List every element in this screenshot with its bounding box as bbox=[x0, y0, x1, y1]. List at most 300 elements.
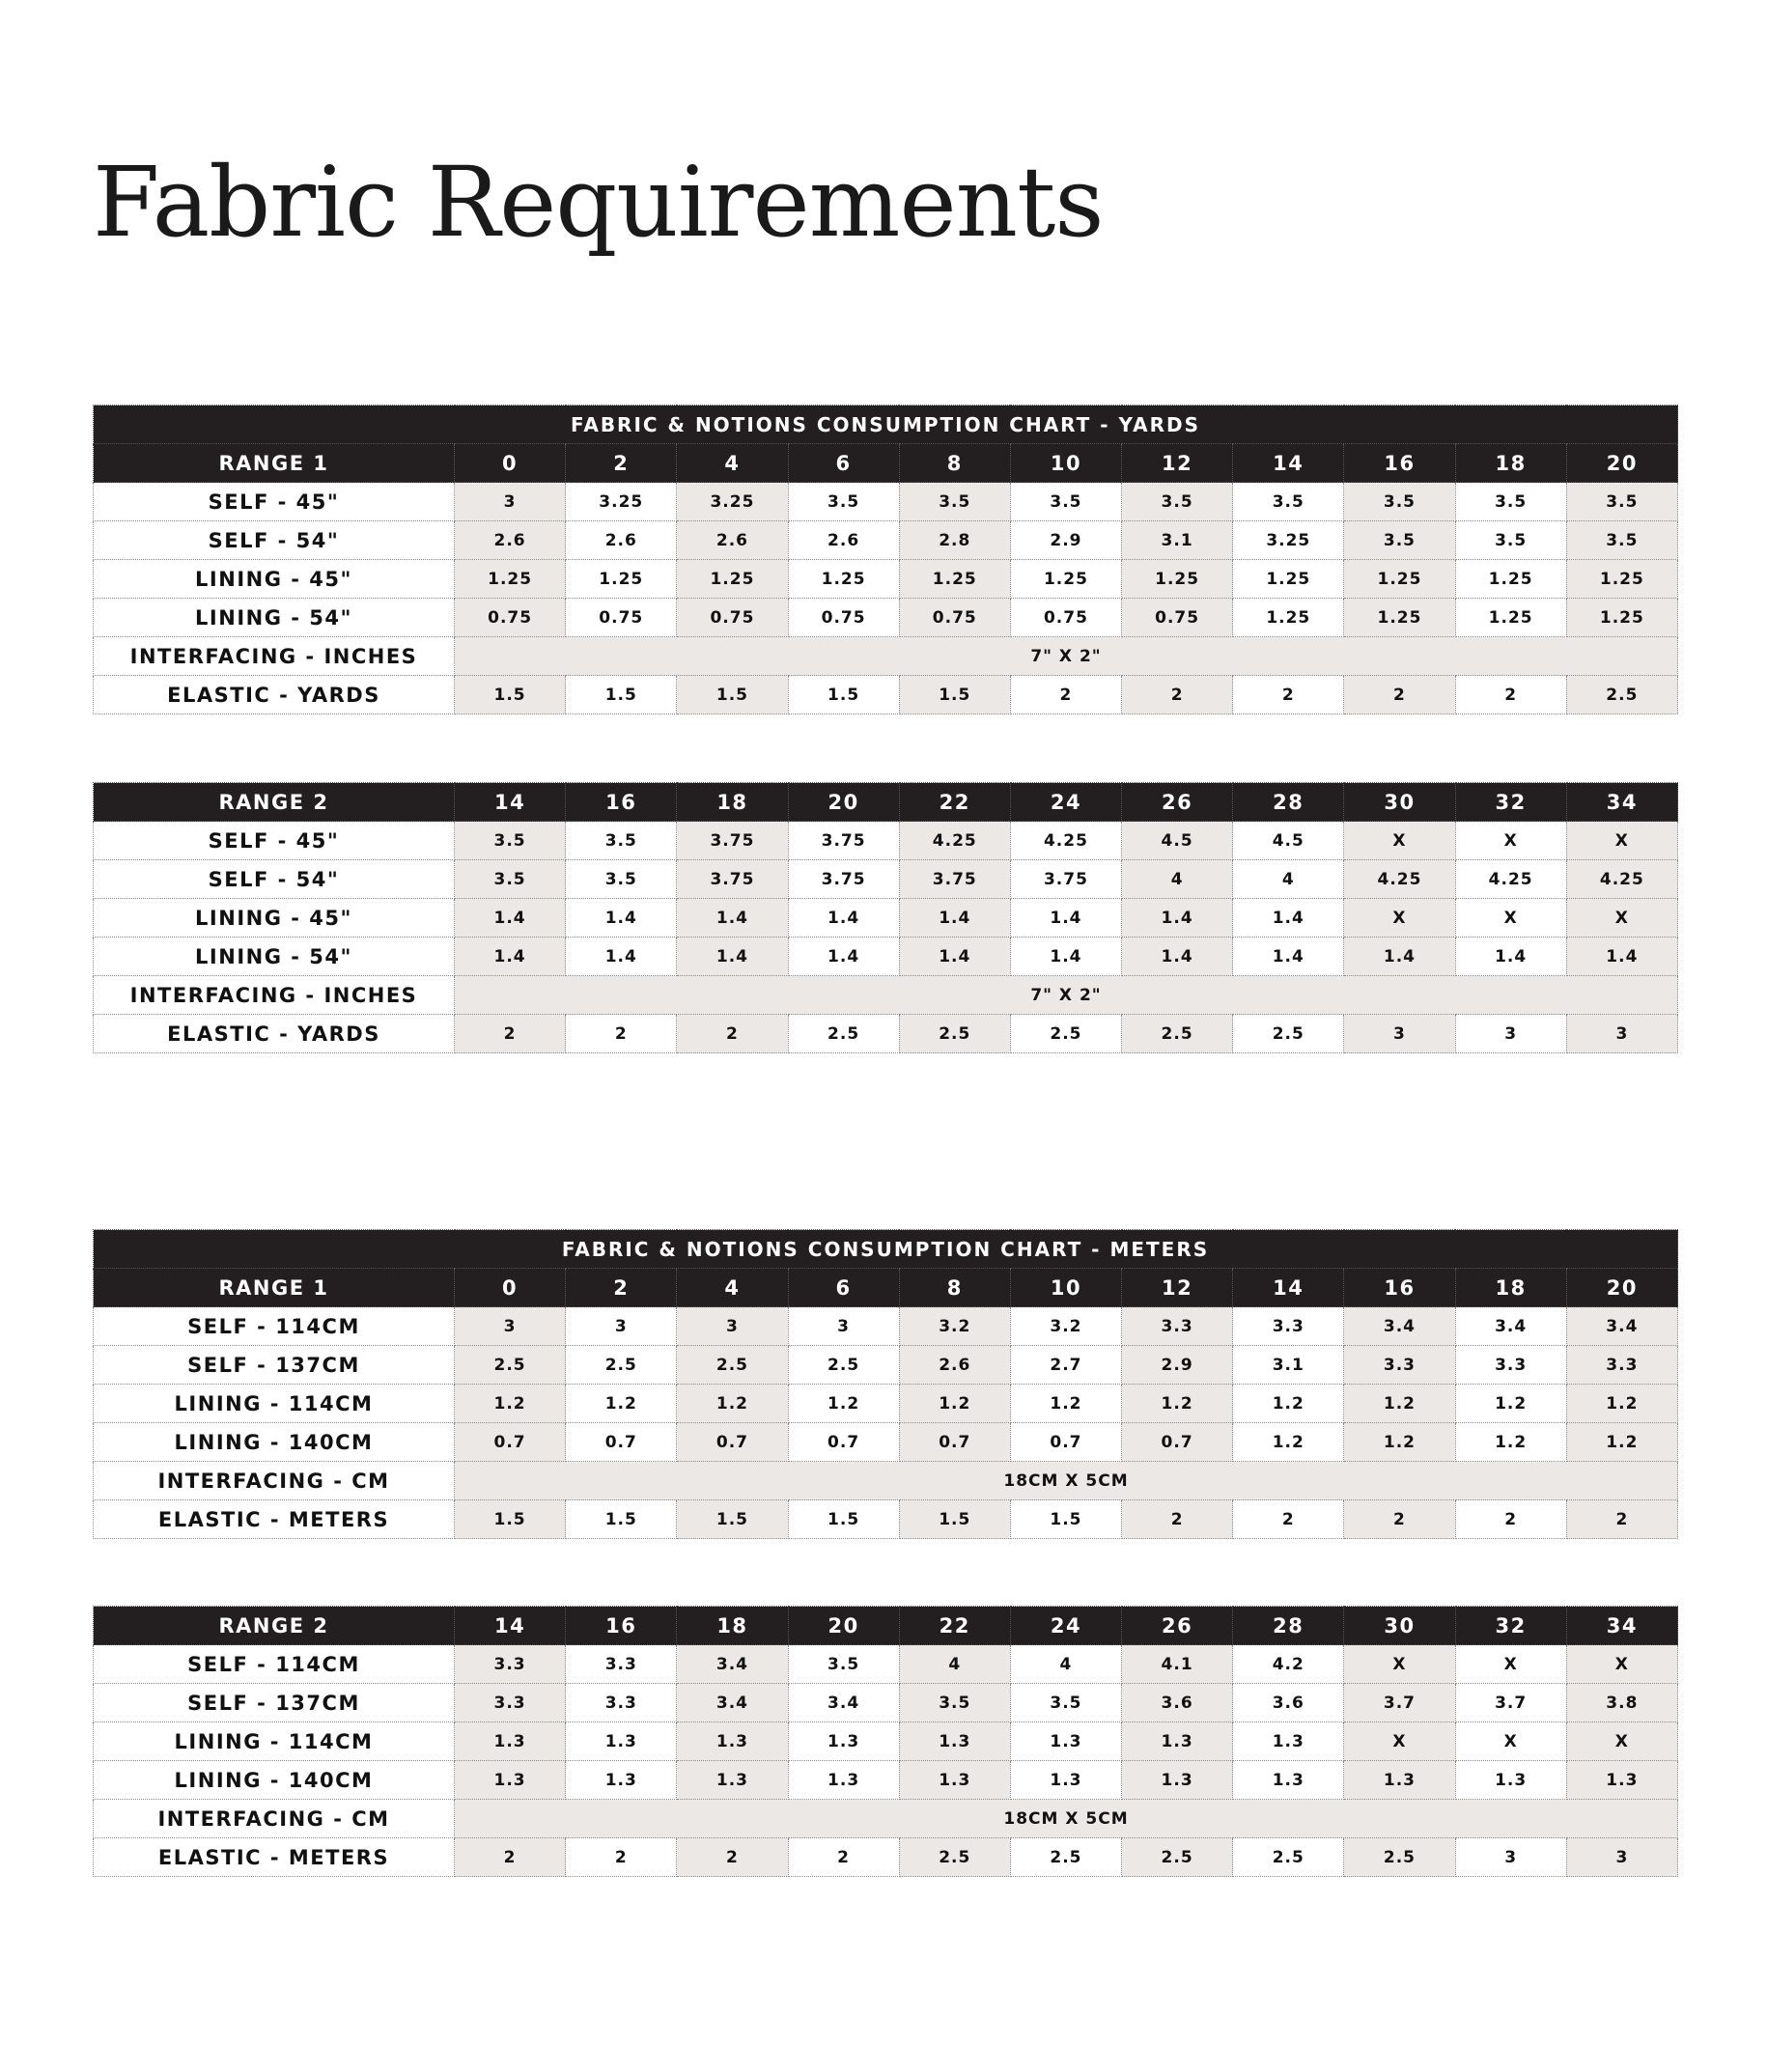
value-cell: 3.7 bbox=[1455, 1684, 1566, 1722]
value-cell: 1.25 bbox=[1455, 599, 1566, 637]
value-cell: 3.5 bbox=[1122, 483, 1233, 521]
table-row bbox=[94, 1307, 1678, 1346]
value-cell: 1.3 bbox=[455, 1761, 566, 1800]
size-header: 8 bbox=[899, 1269, 1010, 1307]
value-cell: 1.4 bbox=[566, 938, 677, 976]
size-header: 14 bbox=[1233, 444, 1344, 483]
value-cell: 1.5 bbox=[455, 676, 566, 714]
row-label: LINING - 114CM bbox=[94, 1722, 455, 1761]
value-cell: X bbox=[1455, 1722, 1566, 1761]
value-cell: 1.3 bbox=[788, 1722, 899, 1761]
value-cell: 3.5 bbox=[1566, 521, 1677, 560]
value-cell: 2.5 bbox=[677, 1346, 788, 1385]
size-header: 24 bbox=[1010, 1607, 1121, 1645]
value-cell: 1.3 bbox=[1010, 1761, 1121, 1800]
value-cell: 3.1 bbox=[1233, 1346, 1344, 1385]
table-row bbox=[94, 1838, 1678, 1877]
value-cell: 1.25 bbox=[566, 560, 677, 599]
value-cell: 3.3 bbox=[455, 1684, 566, 1722]
size-header: 20 bbox=[788, 783, 899, 822]
value-cell: 1.3 bbox=[1233, 1722, 1344, 1761]
value-cell: 1.3 bbox=[566, 1722, 677, 1761]
value-cell: X bbox=[1344, 1645, 1455, 1684]
value-cell: 4.1 bbox=[1122, 1645, 1233, 1684]
size-header: 24 bbox=[1010, 783, 1121, 822]
value-cell: 1.4 bbox=[1455, 938, 1566, 976]
table-row bbox=[94, 1722, 1678, 1761]
value-cell: 3.5 bbox=[1455, 483, 1566, 521]
value-cell: 2.5 bbox=[1566, 676, 1677, 714]
meters-range1-table bbox=[93, 1229, 1678, 1539]
value-cell: 1.25 bbox=[1233, 599, 1344, 637]
value-cell: 1.3 bbox=[1233, 1761, 1344, 1800]
value-cell: X bbox=[1455, 899, 1566, 938]
value-cell: 3.5 bbox=[899, 1684, 1010, 1722]
value-cell: 3.5 bbox=[455, 822, 566, 860]
value-cell: 1.2 bbox=[455, 1385, 566, 1423]
value-cell: 2.5 bbox=[566, 1346, 677, 1385]
value-cell: 1.25 bbox=[899, 560, 1010, 599]
size-header: 30 bbox=[1344, 1607, 1455, 1645]
table-row bbox=[94, 1645, 1678, 1684]
value-cell: 1.3 bbox=[788, 1761, 899, 1800]
value-cell: 1.2 bbox=[677, 1385, 788, 1423]
value-cell: 2 bbox=[1122, 676, 1233, 714]
value-cell: 1.4 bbox=[1233, 899, 1344, 938]
value-cell: 0.7 bbox=[455, 1423, 566, 1462]
value-cell: 2 bbox=[1566, 1500, 1677, 1539]
value-cell: 2.5 bbox=[788, 1346, 899, 1385]
value-cell: 3.75 bbox=[1010, 860, 1121, 899]
table-row bbox=[94, 860, 1678, 899]
size-header: 34 bbox=[1566, 1607, 1677, 1645]
value-cell: 2.6 bbox=[566, 521, 677, 560]
value-cell: 3.4 bbox=[1566, 1307, 1677, 1346]
value-cell: 3.5 bbox=[1233, 483, 1344, 521]
value-cell: 3.6 bbox=[1233, 1684, 1344, 1722]
range-label: RANGE 1 bbox=[94, 1269, 455, 1307]
value-cell: 1.4 bbox=[1122, 938, 1233, 976]
row-label: INTERFACING - INCHES bbox=[94, 637, 455, 676]
value-cell: 2 bbox=[566, 1015, 677, 1053]
table-row bbox=[94, 637, 1678, 676]
size-header: 0 bbox=[455, 444, 566, 483]
value-cell: 1.4 bbox=[455, 899, 566, 938]
value-cell: 1.4 bbox=[1010, 899, 1121, 938]
range-label: RANGE 1 bbox=[94, 444, 455, 483]
size-header: 14 bbox=[455, 783, 566, 822]
value-cell: 3.3 bbox=[1455, 1346, 1566, 1385]
value-cell: 1.5 bbox=[566, 676, 677, 714]
value-cell: 4 bbox=[1233, 860, 1344, 899]
value-cell: 3.25 bbox=[566, 483, 677, 521]
value-cell: 0.7 bbox=[1010, 1423, 1121, 1462]
value-cell: 1.3 bbox=[1122, 1722, 1233, 1761]
value-cell: 1.5 bbox=[788, 676, 899, 714]
value-cell: 3 bbox=[1566, 1015, 1677, 1053]
value-cell: 2 bbox=[1122, 1500, 1233, 1539]
row-label: LINING - 54" bbox=[94, 599, 455, 637]
size-header: 16 bbox=[1344, 1269, 1455, 1307]
value-cell: 3.5 bbox=[1344, 521, 1455, 560]
value-cell: 1.25 bbox=[1344, 560, 1455, 599]
value-cell: 3.3 bbox=[1566, 1346, 1677, 1385]
size-header: 2 bbox=[566, 444, 677, 483]
value-cell: 3.4 bbox=[677, 1684, 788, 1722]
size-header: 8 bbox=[899, 444, 1010, 483]
row-label: LINING - 140CM bbox=[94, 1423, 455, 1462]
value-cell: 3.75 bbox=[788, 822, 899, 860]
page-title: Fabric Requirements bbox=[93, 146, 1104, 259]
value-cell: 3 bbox=[1455, 1015, 1566, 1053]
size-header: 16 bbox=[566, 783, 677, 822]
value-cell: 1.2 bbox=[788, 1385, 899, 1423]
value-cell: 3.4 bbox=[677, 1645, 788, 1684]
value-cell: 3.3 bbox=[1344, 1346, 1455, 1385]
value-cell: 1.3 bbox=[455, 1722, 566, 1761]
value-cell: 1.4 bbox=[1344, 938, 1455, 976]
size-header: 28 bbox=[1233, 783, 1344, 822]
value-cell: 1.5 bbox=[788, 1500, 899, 1539]
value-cell: 1.4 bbox=[677, 938, 788, 976]
value-cell: 2.6 bbox=[899, 1346, 1010, 1385]
table-row bbox=[94, 1500, 1678, 1539]
value-cell: 2 bbox=[677, 1838, 788, 1877]
value-cell: 1.3 bbox=[1455, 1761, 1566, 1800]
row-label: SELF - 45" bbox=[94, 822, 455, 860]
value-cell: 2 bbox=[1344, 1500, 1455, 1539]
value-cell: X bbox=[1455, 822, 1566, 860]
value-cell: 3.4 bbox=[1344, 1307, 1455, 1346]
value-cell: 2.5 bbox=[1010, 1838, 1121, 1877]
size-header: 30 bbox=[1344, 783, 1455, 822]
value-cell: 1.3 bbox=[899, 1761, 1010, 1800]
row-label: ELASTIC - METERS bbox=[94, 1838, 455, 1877]
merged-value-cell: 18CM X 5CM bbox=[455, 1800, 1678, 1838]
table-row bbox=[94, 1800, 1678, 1838]
size-header: 10 bbox=[1010, 444, 1121, 483]
size-header: 10 bbox=[1010, 1269, 1121, 1307]
value-cell: 0.75 bbox=[1010, 599, 1121, 637]
value-cell: 3.1 bbox=[1122, 521, 1233, 560]
value-cell: 0.75 bbox=[899, 599, 1010, 637]
value-cell: 1.2 bbox=[899, 1385, 1010, 1423]
value-cell: 2 bbox=[1233, 1500, 1344, 1539]
size-header: 26 bbox=[1122, 1607, 1233, 1645]
value-cell: 1.2 bbox=[1566, 1385, 1677, 1423]
size-header: 12 bbox=[1122, 444, 1233, 483]
row-label: SELF - 137CM bbox=[94, 1684, 455, 1722]
table-row bbox=[94, 521, 1678, 560]
value-cell: 1.2 bbox=[1010, 1385, 1121, 1423]
size-header: 28 bbox=[1233, 1607, 1344, 1645]
size-header: 32 bbox=[1455, 1607, 1566, 1645]
value-cell: 1.4 bbox=[1010, 938, 1121, 976]
value-cell: 2.9 bbox=[1010, 521, 1121, 560]
value-cell: 3.75 bbox=[677, 822, 788, 860]
value-cell: 1.25 bbox=[1010, 560, 1121, 599]
value-cell: 1.4 bbox=[899, 899, 1010, 938]
value-cell: 3.5 bbox=[1455, 521, 1566, 560]
value-cell: 1.4 bbox=[1566, 938, 1677, 976]
size-header-row bbox=[94, 1269, 1678, 1307]
value-cell: 1.4 bbox=[566, 899, 677, 938]
table-row bbox=[94, 1423, 1678, 1462]
value-cell: 0.75 bbox=[455, 599, 566, 637]
value-cell: 2.5 bbox=[899, 1838, 1010, 1877]
value-cell: 4.25 bbox=[1455, 860, 1566, 899]
value-cell: X bbox=[1344, 899, 1455, 938]
size-header: 16 bbox=[1344, 444, 1455, 483]
size-header: 34 bbox=[1566, 783, 1677, 822]
merged-value-cell: 18CM X 5CM bbox=[455, 1462, 1678, 1500]
value-cell: 3.3 bbox=[1122, 1307, 1233, 1346]
chart-title-row bbox=[94, 1230, 1678, 1269]
value-cell: 3.5 bbox=[1010, 1684, 1121, 1722]
table-row bbox=[94, 1761, 1678, 1800]
value-cell: 2.9 bbox=[1122, 1346, 1233, 1385]
value-cell: 3.8 bbox=[1566, 1684, 1677, 1722]
value-cell: 1.2 bbox=[566, 1385, 677, 1423]
range-label: RANGE 2 bbox=[94, 783, 455, 822]
size-header: 18 bbox=[1455, 444, 1566, 483]
size-header: 16 bbox=[566, 1607, 677, 1645]
value-cell: 1.3 bbox=[899, 1722, 1010, 1761]
value-cell: 1.4 bbox=[1122, 899, 1233, 938]
value-cell: 3.2 bbox=[899, 1307, 1010, 1346]
value-cell: 0.7 bbox=[899, 1423, 1010, 1462]
value-cell: 1.25 bbox=[1566, 599, 1677, 637]
value-cell: 2.6 bbox=[788, 521, 899, 560]
value-cell: 2 bbox=[677, 1015, 788, 1053]
value-cell: 1.3 bbox=[677, 1722, 788, 1761]
size-header: 6 bbox=[788, 1269, 899, 1307]
value-cell: 1.5 bbox=[899, 676, 1010, 714]
value-cell: 1.25 bbox=[1122, 560, 1233, 599]
value-cell: 1.25 bbox=[1566, 560, 1677, 599]
value-cell: 2 bbox=[1455, 676, 1566, 714]
value-cell: 1.5 bbox=[1010, 1500, 1121, 1539]
value-cell: 4.5 bbox=[1122, 822, 1233, 860]
value-cell: 1.4 bbox=[1233, 938, 1344, 976]
chart-title: FABRIC & NOTIONS CONSUMPTION CHART - METERS bbox=[94, 1230, 1678, 1269]
row-label: INTERFACING - CM bbox=[94, 1462, 455, 1500]
value-cell: 3.5 bbox=[1010, 483, 1121, 521]
value-cell: 3.5 bbox=[566, 860, 677, 899]
value-cell: 1.5 bbox=[566, 1500, 677, 1539]
value-cell: 0.7 bbox=[677, 1423, 788, 1462]
value-cell: 3.4 bbox=[788, 1684, 899, 1722]
value-cell: 2.5 bbox=[1122, 1838, 1233, 1877]
value-cell: 1.2 bbox=[1122, 1385, 1233, 1423]
size-header: 14 bbox=[455, 1607, 566, 1645]
value-cell: 3.2 bbox=[1010, 1307, 1121, 1346]
size-header-row bbox=[94, 1607, 1678, 1645]
table-row bbox=[94, 599, 1678, 637]
value-cell: 1.25 bbox=[1344, 599, 1455, 637]
value-cell: 1.25 bbox=[788, 560, 899, 599]
value-cell: 1.2 bbox=[1455, 1423, 1566, 1462]
value-cell: 1.5 bbox=[677, 676, 788, 714]
chart-title-row bbox=[94, 406, 1678, 444]
value-cell: X bbox=[1344, 1722, 1455, 1761]
value-cell: 1.3 bbox=[566, 1761, 677, 1800]
value-cell: 1.4 bbox=[455, 938, 566, 976]
range-label: RANGE 2 bbox=[94, 1607, 455, 1645]
table-row bbox=[94, 1684, 1678, 1722]
value-cell: 1.25 bbox=[1455, 560, 1566, 599]
value-cell: 2 bbox=[1010, 676, 1121, 714]
value-cell: 1.4 bbox=[788, 938, 899, 976]
value-cell: 3.3 bbox=[455, 1645, 566, 1684]
value-cell: 1.25 bbox=[677, 560, 788, 599]
yards-range1-table bbox=[93, 405, 1678, 714]
table-row bbox=[94, 976, 1678, 1015]
value-cell: 3 bbox=[1566, 1838, 1677, 1877]
size-header: 0 bbox=[455, 1269, 566, 1307]
value-cell: 2.5 bbox=[1344, 1838, 1455, 1877]
row-label: ELASTIC - METERS bbox=[94, 1500, 455, 1539]
value-cell: X bbox=[1566, 1645, 1677, 1684]
value-cell: 2 bbox=[788, 1838, 899, 1877]
size-header: 20 bbox=[1566, 1269, 1677, 1307]
value-cell: 3.5 bbox=[455, 860, 566, 899]
value-cell: 3.6 bbox=[1122, 1684, 1233, 1722]
value-cell: 3.25 bbox=[677, 483, 788, 521]
value-cell: 0.75 bbox=[1122, 599, 1233, 637]
value-cell: 3.5 bbox=[788, 1645, 899, 1684]
table-row bbox=[94, 1015, 1678, 1053]
chart-title: FABRIC & NOTIONS CONSUMPTION CHART - YARDS bbox=[94, 406, 1678, 444]
value-cell: 3 bbox=[455, 483, 566, 521]
table-row bbox=[94, 560, 1678, 599]
value-cell: 2.6 bbox=[677, 521, 788, 560]
value-cell: 1.2 bbox=[1233, 1423, 1344, 1462]
size-header: 18 bbox=[677, 1607, 788, 1645]
value-cell: 1.4 bbox=[788, 899, 899, 938]
value-cell: 1.3 bbox=[1122, 1761, 1233, 1800]
value-cell: X bbox=[1566, 822, 1677, 860]
value-cell: 4.5 bbox=[1233, 822, 1344, 860]
row-label: LINING - 45" bbox=[94, 899, 455, 938]
value-cell: 4.25 bbox=[1566, 860, 1677, 899]
value-cell: 3.75 bbox=[899, 860, 1010, 899]
value-cell: 3.3 bbox=[566, 1645, 677, 1684]
value-cell: 1.3 bbox=[1344, 1761, 1455, 1800]
value-cell: 2.5 bbox=[1233, 1838, 1344, 1877]
value-cell: 2.5 bbox=[1122, 1015, 1233, 1053]
value-cell: 4 bbox=[899, 1645, 1010, 1684]
size-header: 2 bbox=[566, 1269, 677, 1307]
size-header: 12 bbox=[1122, 1269, 1233, 1307]
table-row bbox=[94, 822, 1678, 860]
value-cell: 3.3 bbox=[1233, 1307, 1344, 1346]
value-cell: X bbox=[1455, 1645, 1566, 1684]
row-label: SELF - 54" bbox=[94, 521, 455, 560]
value-cell: 2.5 bbox=[455, 1346, 566, 1385]
size-header: 22 bbox=[899, 783, 1010, 822]
value-cell: 1.2 bbox=[1344, 1385, 1455, 1423]
value-cell: 4.25 bbox=[1344, 860, 1455, 899]
value-cell: 1.4 bbox=[677, 899, 788, 938]
yards-range2-table bbox=[93, 782, 1678, 1053]
value-cell: 0.7 bbox=[566, 1423, 677, 1462]
value-cell: 3.75 bbox=[788, 860, 899, 899]
value-cell: 3.7 bbox=[1344, 1684, 1455, 1722]
value-cell: 3 bbox=[1455, 1838, 1566, 1877]
size-header: 4 bbox=[677, 1269, 788, 1307]
value-cell: 1.3 bbox=[1010, 1722, 1121, 1761]
table-row bbox=[94, 899, 1678, 938]
value-cell: 3.5 bbox=[1566, 483, 1677, 521]
value-cell: 1.2 bbox=[1455, 1385, 1566, 1423]
value-cell: 2 bbox=[1233, 676, 1344, 714]
value-cell: X bbox=[1344, 822, 1455, 860]
row-label: SELF - 137CM bbox=[94, 1346, 455, 1385]
value-cell: 4 bbox=[1122, 860, 1233, 899]
value-cell: 1.3 bbox=[677, 1761, 788, 1800]
value-cell: 3.4 bbox=[1455, 1307, 1566, 1346]
value-cell: 3.5 bbox=[566, 822, 677, 860]
value-cell: 1.25 bbox=[455, 560, 566, 599]
row-label: INTERFACING - INCHES bbox=[94, 976, 455, 1015]
value-cell: 1.5 bbox=[899, 1500, 1010, 1539]
size-header: 18 bbox=[1455, 1269, 1566, 1307]
table-row bbox=[94, 676, 1678, 714]
row-label: LINING - 114CM bbox=[94, 1385, 455, 1423]
value-cell: 2.8 bbox=[899, 521, 1010, 560]
size-header: 18 bbox=[677, 783, 788, 822]
value-cell: 4.25 bbox=[1010, 822, 1121, 860]
size-header: 20 bbox=[1566, 444, 1677, 483]
size-header: 4 bbox=[677, 444, 788, 483]
value-cell: 0.7 bbox=[1122, 1423, 1233, 1462]
value-cell: 3 bbox=[1344, 1015, 1455, 1053]
value-cell: 2 bbox=[455, 1015, 566, 1053]
value-cell: 2.5 bbox=[899, 1015, 1010, 1053]
value-cell: 2.5 bbox=[788, 1015, 899, 1053]
value-cell: 2.5 bbox=[1233, 1015, 1344, 1053]
value-cell: 3 bbox=[788, 1307, 899, 1346]
value-cell: 1.2 bbox=[1344, 1423, 1455, 1462]
value-cell: 3.3 bbox=[566, 1684, 677, 1722]
value-cell: 4 bbox=[1010, 1645, 1121, 1684]
merged-value-cell: 7" X 2" bbox=[455, 976, 1678, 1015]
value-cell: 3.5 bbox=[1344, 483, 1455, 521]
size-header: 32 bbox=[1455, 783, 1566, 822]
value-cell: 1.2 bbox=[1233, 1385, 1344, 1423]
value-cell: 4.2 bbox=[1233, 1645, 1344, 1684]
row-label: SELF - 54" bbox=[94, 860, 455, 899]
table-row bbox=[94, 1346, 1678, 1385]
value-cell: 4.25 bbox=[899, 822, 1010, 860]
row-label: SELF - 114CM bbox=[94, 1307, 455, 1346]
table-row bbox=[94, 1462, 1678, 1500]
value-cell: 0.75 bbox=[788, 599, 899, 637]
value-cell: 2.5 bbox=[1010, 1015, 1121, 1053]
merged-value-cell: 7" X 2" bbox=[455, 637, 1678, 676]
row-label: INTERFACING - CM bbox=[94, 1800, 455, 1838]
value-cell: 0.7 bbox=[788, 1423, 899, 1462]
size-header: 26 bbox=[1122, 783, 1233, 822]
value-cell: 2 bbox=[455, 1838, 566, 1877]
value-cell: 2.7 bbox=[1010, 1346, 1121, 1385]
row-label: LINING - 45" bbox=[94, 560, 455, 599]
value-cell: 1.3 bbox=[1566, 1761, 1677, 1800]
size-header-row bbox=[94, 783, 1678, 822]
value-cell: X bbox=[1566, 1722, 1677, 1761]
value-cell: 3 bbox=[455, 1307, 566, 1346]
